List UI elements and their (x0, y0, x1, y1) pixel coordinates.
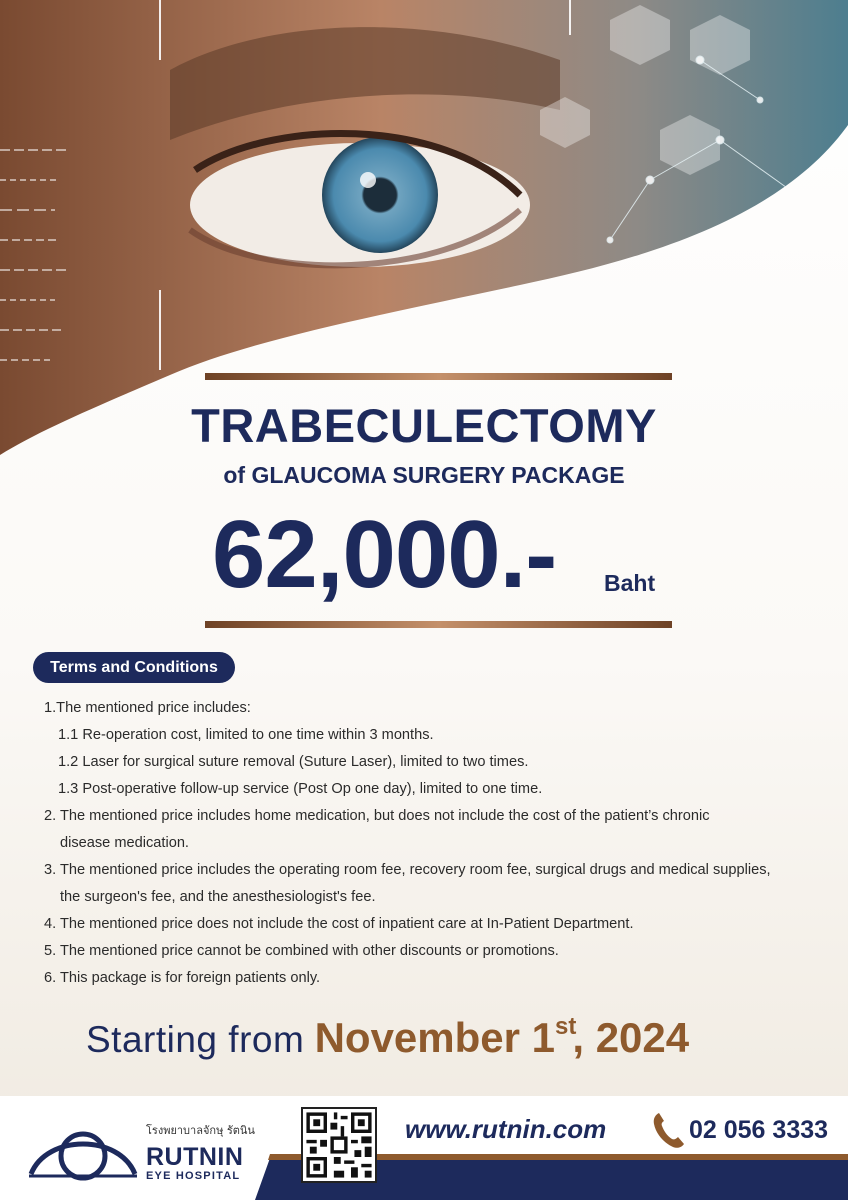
term-line: the surgeon's fee, and the anesthesiologist's fee. (60, 889, 376, 905)
package-price: 62,000.- (212, 501, 557, 608)
start-day-suffix: st (555, 1013, 577, 1040)
hero-eye-image (0, 0, 848, 460)
phone-number[interactable]: 02 056 3333 (689, 1116, 829, 1144)
term-line: 1.2 Laser for surgical suture removal (Suture Laser), limited to two times. (58, 754, 529, 770)
website-link[interactable]: www.rutnin.com (405, 1114, 607, 1144)
package-title: TRABECULECTOMY (191, 399, 657, 452)
term-line: 1.1 Re-operation cost, limited to one time within 3 months. (58, 727, 434, 743)
start-label: Starting from (86, 1019, 305, 1060)
qr-code-icon[interactable] (301, 1107, 377, 1183)
logo-thai-name: โรงพยาบาลจักษุ รัตนิน (146, 1124, 255, 1137)
top-rule (205, 373, 672, 380)
term-line: 4. The mentioned price does not include the cost of inpatient care at In-Patient Department. (44, 916, 634, 932)
phone-icon (651, 1110, 687, 1150)
term-line: 6. This package is for foreign patients only. (44, 970, 321, 986)
terms-heading-badge: Terms and Conditions (33, 652, 235, 683)
start-date (86, 1013, 689, 1062)
start-year: , 2024 (572, 1014, 690, 1061)
rutnin-eye-logo-icon (27, 1124, 139, 1184)
term-line: 3. The mentioned price includes the operating room fee, recovery room fee, surgical drugs and medical supplies, (44, 862, 771, 878)
term-line: 1.The mentioned price includes: (44, 700, 251, 716)
term-line: 2. The mentioned price includes home medication, but does not include the cost of the patient’s chronic (44, 808, 710, 824)
package-subtitle: of GLAUCOMA SURGERY PACKAGE (223, 462, 625, 488)
logo-subtitle: EYE HOSPITAL (146, 1170, 241, 1182)
term-line: 5. The mentioned price cannot be combined with other discounts or promotions. (44, 943, 559, 959)
price-currency: Baht (604, 570, 656, 596)
term-line: 1.3 Post-operative follow-up service (Post Op one day), limited to one time. (58, 781, 543, 797)
bottom-rule (205, 621, 672, 628)
start-month-day: November 1 (314, 1014, 556, 1061)
logo-name: RUTNIN (146, 1143, 244, 1171)
term-line: disease medication. (60, 835, 189, 851)
